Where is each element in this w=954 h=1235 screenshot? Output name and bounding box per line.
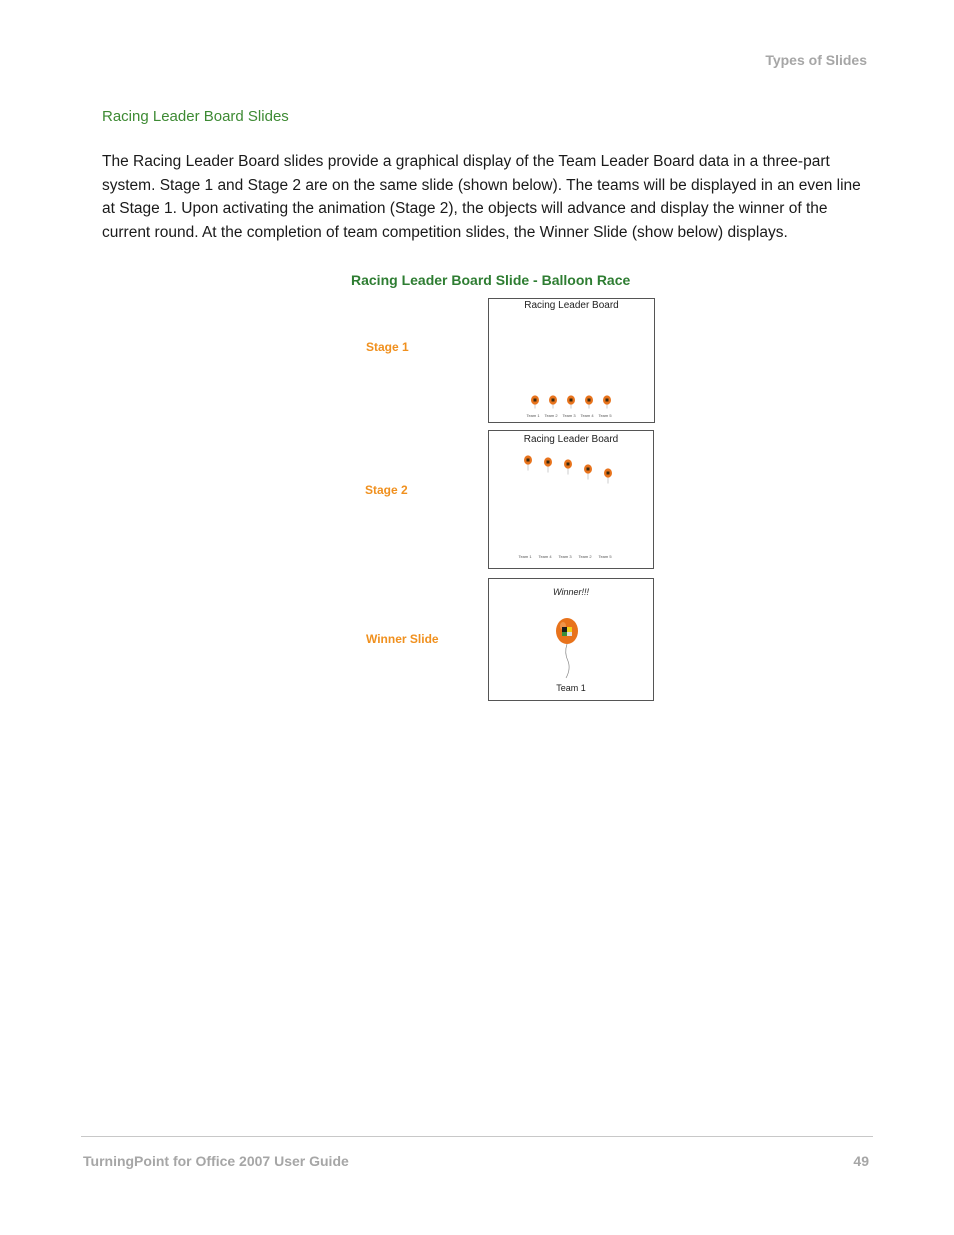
team-label: Team 4 bbox=[580, 413, 594, 418]
stage-1-slide-title: Racing Leader Board bbox=[524, 300, 619, 311]
winner-slide-label: Winner Slide bbox=[366, 632, 439, 646]
balloon-icon bbox=[602, 395, 612, 414]
stage-2-slide bbox=[488, 430, 654, 569]
winner-team-label: Team 1 bbox=[556, 683, 586, 693]
team-label: Team 5 bbox=[598, 413, 612, 418]
footer-divider bbox=[81, 1136, 873, 1137]
team-label: Team 1 bbox=[518, 554, 532, 559]
team-label: Team 3 bbox=[558, 554, 572, 559]
balloon-icon bbox=[566, 395, 576, 414]
team-label: Team 5 bbox=[598, 554, 612, 559]
section-heading: Racing Leader Board Slides bbox=[102, 108, 289, 125]
team-label: Team 2 bbox=[578, 554, 592, 559]
balloon-icon bbox=[548, 395, 558, 414]
balloon-icon bbox=[554, 617, 580, 684]
stage-2-label: Stage 2 bbox=[365, 483, 408, 497]
figure-title: Racing Leader Board Slide - Balloon Race bbox=[351, 272, 631, 288]
team-label: Team 2 bbox=[544, 413, 558, 418]
stage-2-slide-title: Racing Leader Board bbox=[523, 434, 619, 445]
body-paragraph: The Racing Leader Board slides provide a graphical display of the Team Leader Board data in a three-part system. Stage 1 and Stage 2 are on the same slide (shown below). The teams will be displayed in an even line at Stage 1. Upon activating the animation (Stage 2), the objects will advance and display the winner of the current round. At the completion of team competition slides, the Winner Slide (show below) displays. bbox=[102, 153, 861, 241]
running-header: Types of Slides bbox=[765, 52, 867, 68]
winner-slide bbox=[488, 578, 654, 701]
team-label: Team 1 bbox=[526, 413, 540, 418]
balloon-icon bbox=[530, 395, 540, 414]
balloon-icon bbox=[583, 464, 593, 485]
team-label: Team 3 bbox=[562, 413, 576, 418]
balloon-icon bbox=[523, 455, 533, 476]
stage-1-label: Stage 1 bbox=[366, 340, 409, 354]
stage-1-slide bbox=[488, 298, 655, 423]
winner-heading: Winner!!! bbox=[553, 587, 589, 597]
footer-guide-title: TurningPoint for Office 2007 User Guide bbox=[83, 1153, 349, 1169]
balloon-icon bbox=[543, 457, 553, 478]
balloon-icon bbox=[584, 395, 594, 414]
balloon-icon bbox=[563, 459, 573, 480]
balloon-icon bbox=[603, 468, 613, 489]
page-number: 49 bbox=[853, 1153, 869, 1169]
team-label: Team 4 bbox=[538, 554, 552, 559]
